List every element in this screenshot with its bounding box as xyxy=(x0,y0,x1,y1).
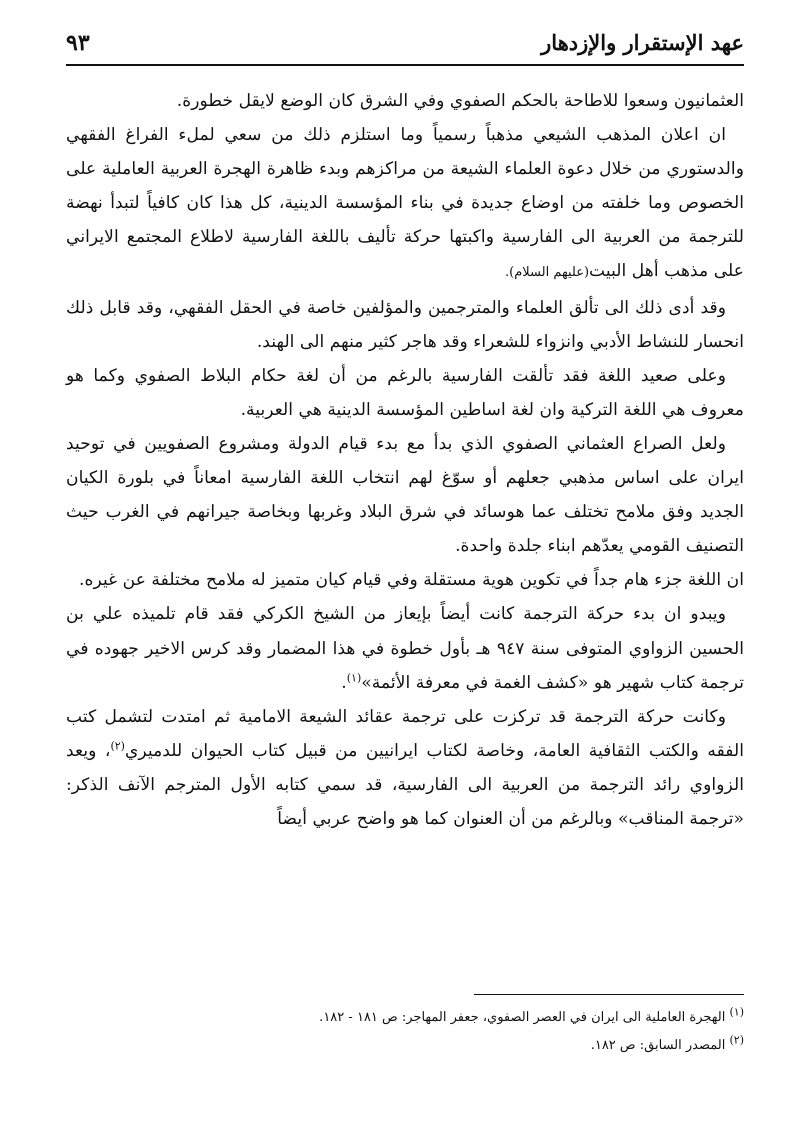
footnotes xyxy=(66,1004,744,1060)
footnote-text-2: المصدر السابق: ص ١٨٢. xyxy=(590,1038,730,1053)
paragraph-8-text: وكانت حركة الترجمة قد تركزت على ترجمة عقائد الشيعة الامامية ثم امتدت لتشمل كتب الفقه والكتب الثقافية العامة، وخاصة لكتاب ايرانيين من قبيل كتاب الحيوان للدميري xyxy=(66,706,744,761)
paragraph-8 xyxy=(66,700,744,836)
paragraph-7 xyxy=(66,597,744,699)
paragraph-7-text: ويبدو ان بدء حركة الترجمة كانت أيضاً بإيعاز من الشيخ الكركي فقد قام تلميذه علي بن الحسين الزواوي المتوفى سنة ٩٤٧ هـ بأول خطوة في هذا المضمار وقد كرس الاخير جهوده في ترجمة كتاب شهير هو «كشف الغمة في معرفة الأئمة» xyxy=(66,604,744,693)
paragraph-2-text: ان اعلان المذهب الشيعي مذهباً رسمياً وما استلزم ذلك من سعي لملء الفراغ الفقهي والدستوري من خلال دعوة العلماء الشيعة من مراكزهم وبدء ظاهرة الهجرة العربية العاملية على الخصوص وما خلفته من اوضاع جديدة في بناء المؤسسة الدينية، كل هذا كان كافياً لتبدأ نهضة للترجمة من العربية الى الفارسية واكبتها حركة تأليف باللغة الفارسية لاطلاع المجتمع الايراني على مذهب أهل البيت xyxy=(66,125,744,282)
page-number: ٩٣ xyxy=(66,30,90,56)
footnote-marker-1: (١) xyxy=(729,1005,744,1019)
paragraph-6: ان اللغة جزء هام جداً في تكوين هوية مستقلة وفي قيام كيان متميز له ملامح مختلفة عن غيره. xyxy=(79,570,744,591)
footnote-marker-2: (٢) xyxy=(729,1033,744,1047)
footnote-ref-2[interactable]: (٢) xyxy=(110,739,125,753)
footnote-text-1: الهجرة العاملية الى ايران في العصر الصفوي، جعفر المهاجر: ص ١٨١ - ١٨٢. xyxy=(319,1010,730,1025)
running-title: عهد الإستقرار والإزدهار xyxy=(541,30,744,55)
footnote-rule xyxy=(474,994,744,995)
paragraph-4: وعلى صعيد اللغة فقد تألقت الفارسية بالرغم من أن لغة حكام البلاط الصفوي وكما هو معروف هي اللغة التركية وان لغة اساطين المؤسسة الدينية هي العربية. xyxy=(66,365,744,420)
paragraph-8-end: ، ويعد الزواوي رائد الترجمة من العربية الى الفارسية، قد سمي كتابه الأول المترجم الآنف الذكر: «ترجمة المناقب» وبالرغم من أن العنوان كما هو واضح عربي أيضاً xyxy=(66,740,744,829)
page-header xyxy=(66,22,744,66)
footnote-1 xyxy=(66,1004,744,1032)
honorific: (عليهم السلام). xyxy=(505,265,590,281)
paragraph-5: ولعل الصراع العثماني الصفوي الذي بدأ مع بدء قيام الدولة ومشروع الصفويين في توحيد ايران على اساس مذهبي جعلهم أو سوّغ لهم انتخاب اللغة الفارسية امعاناً في بلورة الكيان الجديد وفق ملامح تختلف عما هوسائد في شرق البلاد وغربها وبخاصة جيرانهم في الغرب حيث التصنيف القومي يعدّهم ابناء جلدة واحدة. xyxy=(66,433,744,557)
paragraph-3: وقد أدى ذلك الى تألق العلماء والمترجمين والمؤلفين خاصة في الحقل الفقهي، وقد قابل ذلك انحسار للنشاط الأدبي وانزواء للشعراء وقد هاجر كثير منهم الى الهند. xyxy=(66,297,744,352)
body-text xyxy=(66,84,744,836)
header-rule xyxy=(66,64,744,66)
paragraph-1: العثمانيون وسعوا للاطاحة بالحكم الصفوي وفي الشرق كان الوضع لايقل خطورة. xyxy=(176,91,744,111)
paragraph-2 xyxy=(66,118,744,290)
footnote-2 xyxy=(66,1032,744,1060)
footnote-ref-1[interactable]: (١) xyxy=(346,670,362,684)
paragraph-7-end: . xyxy=(341,672,347,693)
